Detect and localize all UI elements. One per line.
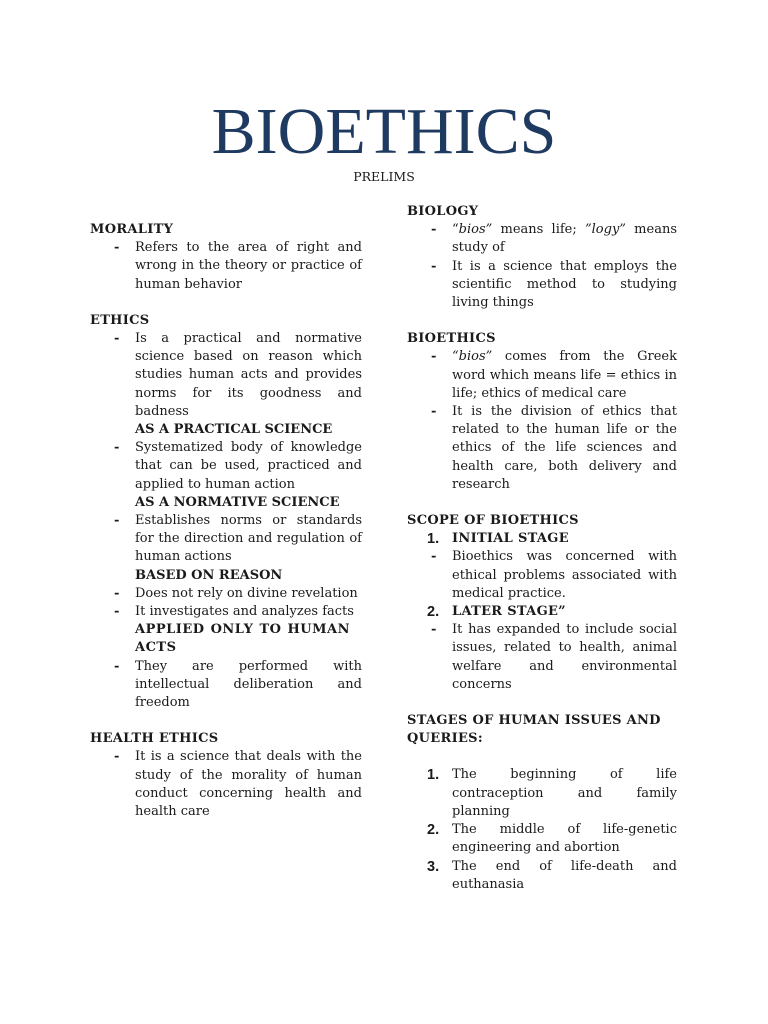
list-item: - Is a practical and normative science based on reason which studies human acts and provides norms for its goodness and badness [90, 330, 362, 421]
right-column [407, 203, 677, 894]
list-number: 1. [427, 531, 440, 548]
stages-heading: STAGES OF HUMAN ISSUES AND QUERIES: [407, 713, 661, 747]
list-number: 2. [427, 604, 440, 621]
list-item: - It has expanded to include social issues, related to health, animal welfare and environmental concerns [407, 621, 677, 694]
scope-stage-1-list [407, 548, 677, 603]
scope-stage-1 [407, 530, 677, 548]
list-item: - It is a science that deals with the study of the morality of human conduct concerning health and health care [90, 748, 362, 821]
left-column [90, 221, 362, 821]
list-text: comes from the Greek word which means life = ethics in life; ethics of medical care [452, 349, 677, 401]
list-item: - It is the division of ethics that related to the human life or the ethics of the life sciences and health care, both delivery and research [407, 403, 677, 494]
health-ethics-heading: HEALTH ETHICS [90, 731, 219, 747]
list-text: The beginning of life contraception and family planning [452, 767, 677, 819]
practical-science-heading: AS A PRACTICAL SCIENCE [135, 422, 333, 438]
scope-list-2 [407, 603, 677, 621]
list-item: - Establishes norms or standards for the direction and regulation of human actions [90, 512, 362, 567]
term-logy: ”logy” [585, 222, 626, 238]
scope-list [407, 530, 677, 548]
list-item [407, 221, 677, 257]
based-on-reason-heading: BASED ON REASON [135, 567, 283, 583]
term-bios: “bios” [452, 349, 493, 365]
list-item: - They are performed with intellectual deliberation and freedom [90, 658, 362, 713]
list-item [407, 821, 677, 857]
bioethics-heading: BIOETHICS [407, 331, 496, 347]
health-ethics-list [90, 748, 362, 821]
page-subtitle: PRELIMS [353, 169, 415, 184]
list-text: The middle of life-genetic engineering and abortion [452, 822, 677, 856]
scope-stage-2-list [407, 621, 677, 694]
bioethics-list [407, 348, 677, 494]
ethics-list [90, 330, 362, 421]
stage-title: LATER STAGE” [452, 604, 566, 620]
list-item [407, 858, 677, 894]
biology-list [407, 221, 677, 312]
list-number: 2. [427, 822, 440, 839]
morality-list [90, 239, 362, 294]
biology-heading: BIOLOGY [407, 204, 479, 219]
list-item [407, 348, 677, 403]
ethics-heading: ETHICS [90, 312, 150, 328]
stage-title: INITIAL STAGE [452, 531, 569, 547]
list-text: means life; [492, 222, 585, 238]
list-text: The end of life-death and euthanasia [452, 858, 677, 892]
morality-heading: MORALITY [90, 222, 174, 237]
list-item: - Systematized body of knowledge that can be used, practiced and applied to human action [90, 439, 362, 494]
list-number: 1. [427, 767, 440, 784]
list-item: - Refers to the area of right and wrong in the theory or practice of human behavior [90, 239, 362, 294]
scope-heading: SCOPE OF BIOETHICS [407, 513, 579, 529]
page-title: BIOETHICS [211, 95, 557, 168]
list-item: - Does not rely on divine revelation [90, 585, 362, 603]
list-item: - It is a science that employs the scientific method to studying living things [407, 258, 677, 313]
term-bios: bios” [458, 222, 493, 238]
list-text: means study of [452, 222, 677, 256]
normative-science-heading: AS A NORMATIVE SCIENCE [135, 494, 340, 510]
human-acts-list [90, 658, 362, 713]
scope-stage-2 [407, 603, 677, 621]
stages-list [407, 766, 677, 893]
list-item: - It investigates and analyzes facts [90, 603, 362, 621]
practical-science-list [90, 439, 362, 494]
quote-mark: “ [452, 222, 459, 238]
human-acts-heading: APPLIED ONLY TO HUMAN ACTS [135, 622, 350, 656]
list-item: - Bioethics was concerned with ethical problems associated with medical practice. [407, 548, 677, 603]
based-on-reason-list [90, 585, 362, 621]
list-number: 3. [427, 858, 440, 875]
normative-science-list [90, 512, 362, 567]
list-item [407, 766, 677, 821]
